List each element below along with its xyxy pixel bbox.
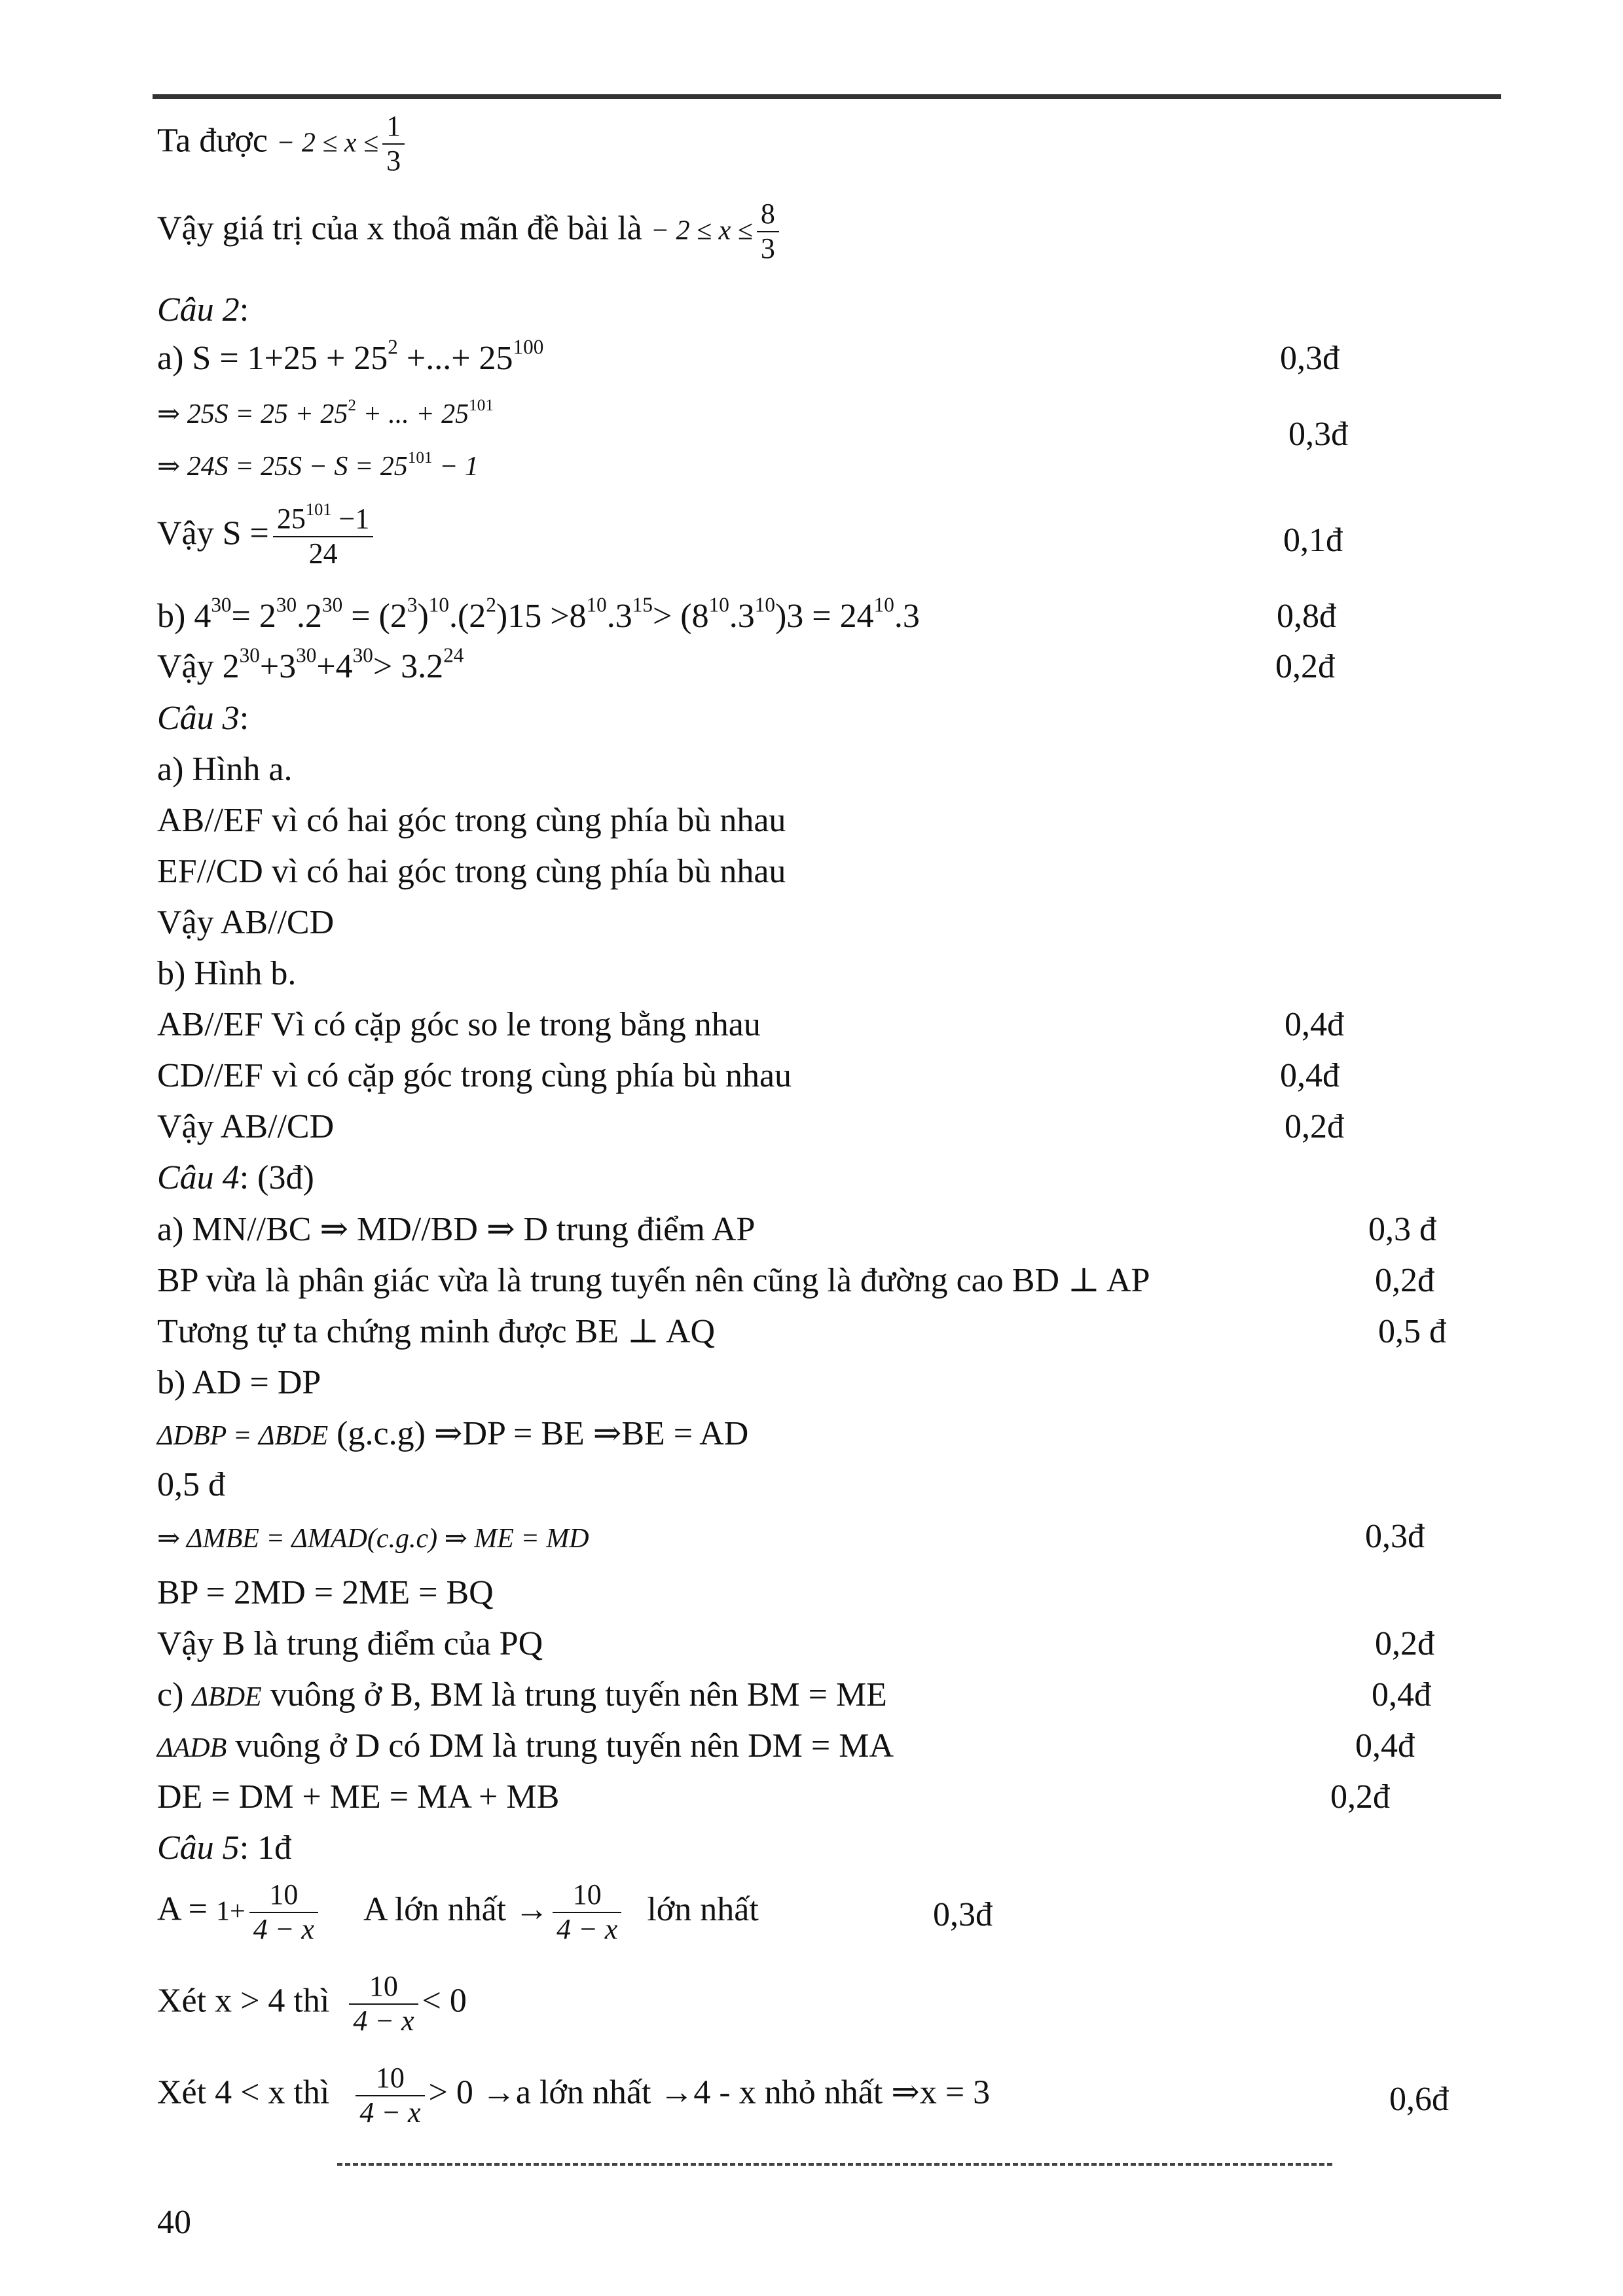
cau4-score-a1: 0,3 đ (1368, 1211, 1436, 1248)
cau2-heading: Câu 2: (157, 291, 249, 329)
cau4-score-a2: 0,2đ (1375, 1262, 1434, 1299)
cau4-c1: c) ΔBDE vuông ở B, BM là trung tuyến nên BM = ME (157, 1676, 887, 1713)
cau3-line-4: Vậy AB//CD (157, 904, 335, 941)
cau3-line-1: a) Hình a. (157, 751, 293, 788)
cau3-line-8: Vậy AB//CD (157, 1108, 335, 1145)
cau4-a2: BP vừa là phân giác vừa là trung tuyến nên cũng là đường cao BD ⊥ AP (157, 1262, 1150, 1299)
header-rule (153, 94, 1501, 99)
cau2-a-line2: ⇒ $25S = 25 + 25^2$ + ... + $25^{101}$ (157, 397, 494, 429)
cau2-a-line3: ⇒ $24S = 25S - S = 25^{101} - 1$ (157, 449, 479, 482)
fraction-10-over-4-minus-x-3: $\frac{10}{4 - x}$ (349, 1970, 418, 2037)
cau4-score-a3: 0,5 đ (1378, 1313, 1446, 1350)
cau4-heading: Câu 4: (3đ) (157, 1159, 314, 1196)
cau3-score-2: 0,4đ (1280, 1057, 1340, 1094)
cau4-a3: Tương tự ta chứng minh được BE ⊥ AQ (157, 1313, 716, 1350)
cau3-line-2: AB//EF vì có hai góc trong cùng phía bù nhau (157, 802, 786, 839)
cau3-line-3: EF//CD vì có hai góc trong cùng phía bù nhau (157, 853, 786, 890)
cau2-score-b2: 0,2đ (1275, 648, 1335, 685)
cau4-score-c2: 0,4đ (1355, 1727, 1415, 1765)
cau5-line1: A = 1+ $\frac{10}{4 - x}$ A lớn nhất → $\frac{10}{4 - x}$ lớn nhất (157, 1878, 759, 1945)
cau2-score-a2: 0,3đ (1288, 416, 1348, 453)
cau4-score-c1: 0,4đ (1372, 1676, 1431, 1713)
cau4-c3: DE = DM + ME = MA + MB (157, 1778, 560, 1816)
fraction-10-over-4-minus-x-4: $\frac{10}{4 - x}$ (356, 2062, 424, 2129)
cau5-heading: Câu 5: 1đ (157, 1829, 292, 1867)
cau3-line-5: b) Hình b. (157, 955, 297, 992)
cau5-line2: Xét x > 4 thì $\frac{10}{4 - x}$ < 0 (157, 1970, 467, 2037)
cau2-b-line1: b) $4^{30}= 2^{30}.2^{30} = (2^3)^{10}.(2^2)15 >8^{10}.3^{15}> (8^{10}.3^{10})3 = 24^{10}.3$ (157, 593, 920, 635)
cau4-b5: BP = 2MD = 2ME = BQ (157, 1574, 494, 1611)
cau5-line3: Xét 4 < x thì $\frac{10}{4 - x}$ > 0 →a lớn nhất →4 - x nhỏ nhất ⇒x = 3 (157, 2062, 991, 2128)
cau5-score-l3: 0,6đ (1389, 2081, 1449, 2118)
page-number: 40 (157, 2204, 191, 2241)
cau2-a-line1: a) $S = 1+25 + 25^2$ +...+ $25^{100}$ (157, 335, 544, 377)
cau2-score-a1: 0,3đ (1280, 340, 1340, 377)
line-ta-duoc: Ta được − 2 ≤ x ≤ $\frac{1}{3}$ (157, 110, 409, 177)
cau3-score-1: 0,4đ (1285, 1006, 1344, 1043)
fraction-s: $\frac{25^{101} -1}{24}$ (273, 503, 373, 570)
cau4-score-b4: 0,3đ (1365, 1518, 1425, 1555)
cau3-line-6: AB//EF Vì có cặp góc so le trong bằng nhau (157, 1006, 761, 1043)
cau2-score-b1: 0,8đ (1277, 598, 1336, 635)
fraction-10-over-4-minus-x: $\frac{10}{4 - x}$ (249, 1878, 318, 1946)
cau4-b6: Vậy B là trung điểm của PQ (157, 1625, 543, 1662)
cau2-score-a4: 0,1đ (1283, 522, 1343, 559)
fraction-8-3: $\frac{8}{3}$ (757, 198, 779, 265)
cau3-line-7: CD//EF vì có cặp góc trong cùng phía bù nhau (157, 1057, 792, 1094)
cau4-b3: 0,5 đ (157, 1466, 225, 1503)
cau3-heading: Câu 3: (157, 700, 249, 737)
cau4-b2: ΔDBP = ΔBDE (g.c.g) ⇒DP = BE ⇒BE = AD (157, 1415, 749, 1452)
cau4-c2: ΔADB vuông ở D có DM là trung tuyến nên DM = MA (157, 1727, 894, 1765)
line-vay-gia-tri: Vậy giá trị của x thoã mãn đề bài là − 2 ≤ x ≤ $\frac{8}{3}$ (157, 198, 783, 265)
cau4-score-b6: 0,2đ (1375, 1625, 1434, 1662)
cau2-b-line2: Vậy $2^{30}+3^{30}+4^{30}> 3.2^{24}$ (157, 643, 464, 685)
cau4-a1: a) MN//BC ⇒ MD//BD ⇒ D trung điểm AP (157, 1211, 756, 1248)
cau5-score-l1: 0,3đ (933, 1896, 993, 1933)
dashed-separator (337, 2163, 1332, 2166)
cau4-score-c3: 0,2đ (1330, 1778, 1390, 1816)
math-inequality-1: − 2 ≤ x ≤ (276, 128, 379, 158)
math-inequality-2: − 2 ≤ x ≤ (650, 215, 753, 246)
cau4-b4: ⇒ ΔMBE = ΔMAD(c.g.c) ⇒ ME = MD (157, 1524, 589, 1554)
cau2-a-line4: Vậy S = $\frac{25^{101} -1}{24}$ (157, 503, 377, 570)
fraction-1-3: $\frac{1}{3}$ (382, 110, 405, 177)
fraction-10-over-4-minus-x-2: $\frac{10}{4 - x}$ (553, 1878, 621, 1946)
cau3-score-3: 0,2đ (1285, 1108, 1344, 1145)
cau4-b1: b) AD = DP (157, 1364, 321, 1401)
